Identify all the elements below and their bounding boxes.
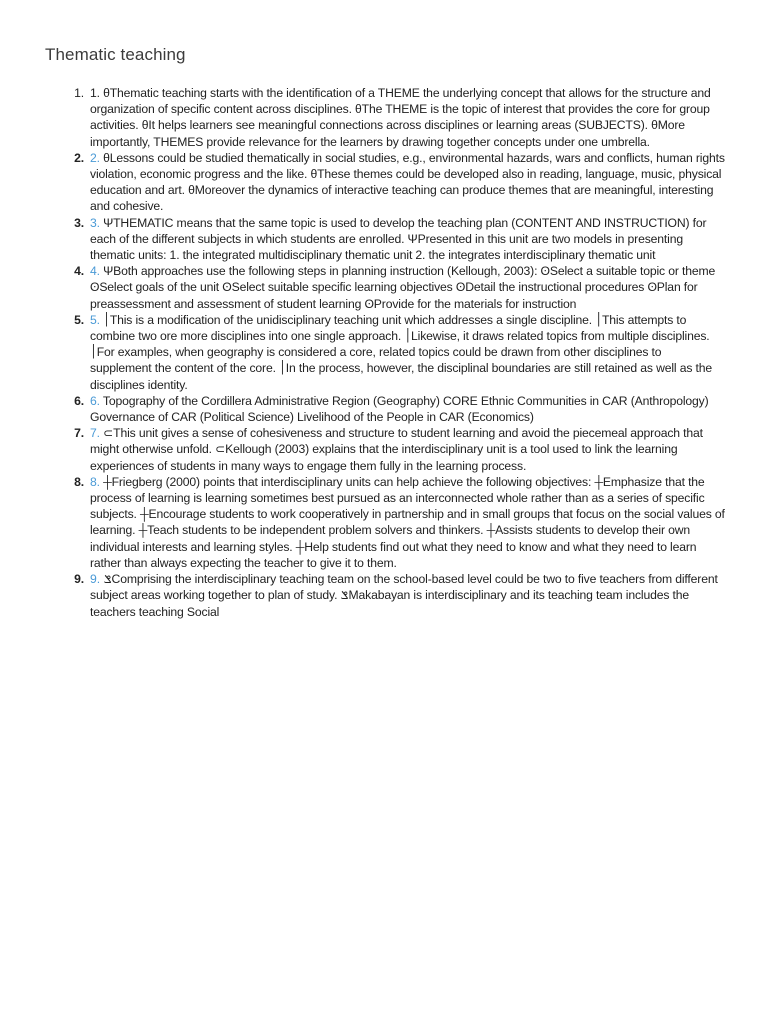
list-item-text: Topography of the Cordillera Administrative Region (Geography) CORE Ethnic Communities in CAR (Anthropology) Governance of CAR (Political Science) Livelihood of the People in CAR (Economics): [90, 393, 709, 425]
list-marker: 7.: [74, 426, 84, 441]
numbered-list: [74, 85, 725, 620]
list-item: [74, 425, 725, 474]
list-item-text: ΨTHEMATIC means that the same topic is used to develop the teaching plan (CONTENT AND INSTRUCTION) for each of the different subjects in which students are enrolled. ΨPresented in this unit are two models in presenting thematic units: 1. the integrated multidisciplinary thematic unit 2. the integrates interdisciplinary thematic unit: [90, 215, 707, 263]
list-item-text: ΨBoth approaches use the following steps in planning instruction (Kellough, 2003): ʘSelect a suitable topic or theme ʘSelect goals of the unit ʘSelect suitable specific learning objectives ʘDetail the instructional procedures ʘPlan for preassessment and assessment of student learning ʘProvide for the materials for instruction: [90, 264, 716, 311]
list-item: [74, 474, 725, 571]
list-marker: 5.: [74, 312, 84, 327]
inline-number: 5.: [90, 312, 104, 327]
list-item: [74, 312, 725, 393]
inline-number: 3.: [90, 215, 104, 230]
list-marker: 4.: [74, 264, 84, 279]
list-item-text: ⊂This unit gives a sense of cohesiveness and structure to student learning and avoid the piecemeal approach that might otherwise unfold. ⊂Kellough (2003) explains that the interdisciplinary unit is a tool used to link the learning experiences of students in many ways to engage them fully in the learning process.: [90, 426, 703, 473]
inline-number: 9.: [90, 572, 104, 587]
list-marker: 6.: [74, 393, 84, 408]
list-item-text: ┼Friegberg (2000) points that interdisciplinary units can help achieve the following objectives: ┼Emphasize that the process of learning is learning sometimes best pursued as an interconnected whole rather than as a series of specific subjects. ┼Encourage students to work cooperatively in partnership and in small groups that focus on the social values of learning. ┼Teach students to be independent problem solvers and thinkers. ┼Assists students to develop their own individual interests and learning styles. ┼Help students find out what they need to know and what they need to learn rather than always expecting the teacher to give it to them.: [90, 474, 725, 570]
list-item-text: θThematic teaching starts with the identification of a THEME the underlying concept that allows for the structure and organization of specific content across disciplines. θThe THEME is the topic of interest that provides the core for group activities. θIt helps learners see meaningful connections across disciplines or learning areas (SUBJECTS). θMore importantly, THEMES provide relevance for the learners by drawing together concepts under one umbrella.: [90, 86, 711, 149]
list-item: [74, 215, 725, 264]
inline-number: 7.: [90, 426, 104, 441]
list-item: [74, 263, 725, 312]
inline-number: 8.: [90, 474, 104, 489]
list-item: [74, 150, 725, 215]
list-item-text: θLessons could be studied thematically in social studies, e.g., environmental hazards, wars and conflicts, human rights violation, economic progress and the like. θThese themes could be developed also in reading, language, music, physical education and art. θMoreover the dynamics of interactive teaching can produce themes that are meaningful, interesting and cohesive.: [90, 150, 725, 214]
list-marker: 8.: [74, 474, 84, 489]
list-item: [74, 571, 725, 620]
list-item-text: ׀This is a modification of the unidisciplinary teaching unit which addresses a single discipline. ׀This attempts to combine two ore more disciplines into one single approach. ׀Likewise, it draws related topics from multiple disciplines. ׀For examples, when geography is considered a core, related topics could be drawn from other disciplines to supplement the content of the core. ׀In the process, however, the disciplinal boundaries are still retained as well as the disciplines identity.: [90, 312, 713, 392]
list-item: [74, 85, 725, 150]
inline-number: 6.: [90, 393, 103, 408]
list-marker: 2.: [74, 150, 84, 165]
inline-number: 1.: [90, 86, 104, 100]
inline-number: 2.: [90, 150, 104, 165]
page-title: Thematic teaching: [45, 45, 186, 64]
list-item-text: ݏComprising the interdisciplinary teaching team on the school-based level could be two to five teachers from different subject areas working together to plan of study. ݏMakabayan is interdisciplinary and its teaching team includes the teachers teaching Social: [90, 572, 718, 619]
list-marker: 1.: [74, 86, 84, 100]
inline-number: 4.: [90, 264, 104, 279]
list-marker: 9.: [74, 572, 84, 587]
list-item: [74, 393, 725, 425]
list-marker: 3.: [74, 215, 84, 230]
